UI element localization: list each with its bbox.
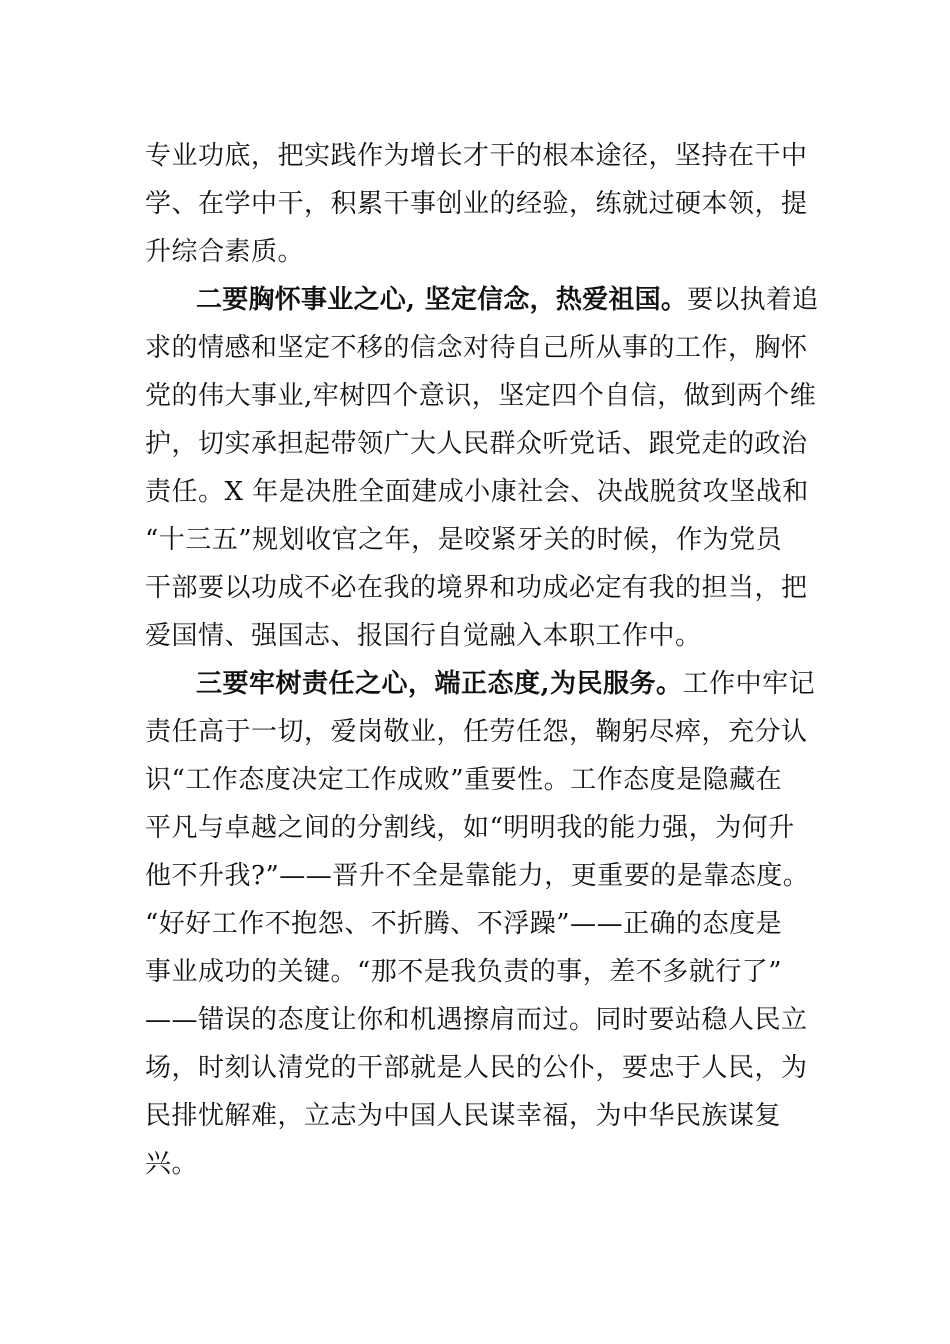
text-line: “好好工作不抱怨、不折腾、不浮躁”——正确的态度是 xyxy=(145,909,783,939)
paragraph-heading-line: 二要胸怀事业之心, 坚定信念，热爱祖国。要以执着追 xyxy=(196,285,819,315)
text-line: 兴。 xyxy=(145,1149,199,1179)
text-line: 学、在学中干，积累干事创业的经验，练就过硬本领，提 xyxy=(145,189,808,219)
text-line: 求的情感和坚定不移的信念对待自己所从事的工作，胸怀 xyxy=(145,333,808,363)
text-line: 干部要以功成不必在我的境界和功成必定有我的担当，把 xyxy=(145,573,808,603)
text-line: 升综合素质。 xyxy=(145,237,305,267)
text-line: 责任。X 年是决胜全面建成小康社会、决战脱贫攻坚战和 xyxy=(145,477,809,507)
text-line: 事业成功的关键。“那不是我负责的事，差不多就行了” xyxy=(145,957,783,987)
text-line: 爱国情、强国志、报国行自觉融入本职工作中。 xyxy=(145,621,702,651)
text-line: 场，时刻认清党的干部就是人民的公仆，要忠于人民，为 xyxy=(145,1053,808,1083)
text-line: 民排忧解难，立志为中国人民谋幸福，为中华民族谋复 xyxy=(145,1101,782,1131)
text-line: 护，切实承担起带领广大人民群众听党话、跟党走的政治 xyxy=(145,429,808,459)
paragraph-heading-line: 三要牢树责任之心，端正态度,为民服务。工作中牢记 xyxy=(196,669,816,699)
text-line: “十三五”规划收官之年，是咬紧牙关的时候，作为党员 xyxy=(145,525,783,555)
paragraph-heading: 二要胸怀事业之心, 坚定信念，热爱祖国。 xyxy=(196,285,688,315)
paragraph-heading: 三要牢树责任之心，端正态度,为民服务。 xyxy=(196,669,683,699)
text-line: 责任高于一切，爱岗敬业，任劳任怨，鞠躬尽瘁，充分认 xyxy=(145,717,808,747)
text-line: 平凡与卓越之间的分割线，如“明明我的能力强，为何升 xyxy=(145,813,795,843)
text-line: 他不升我?”——晋升不全是靠能力，更重要的是靠态度。 xyxy=(145,861,810,891)
text-line: 识“工作态度决定工作成败”重要性。工作态度是隐藏在 xyxy=(145,765,783,795)
text-line: 专业功底，把实践作为增长才干的根本途径，坚持在干中 xyxy=(145,141,808,171)
text-line: ——错误的态度让你和机遇擦肩而过。同时要站稳人民立 xyxy=(145,1005,808,1035)
text-line: 党的伟大事业,牢树四个意识，坚定四个自信，做到两个维 xyxy=(145,381,817,411)
